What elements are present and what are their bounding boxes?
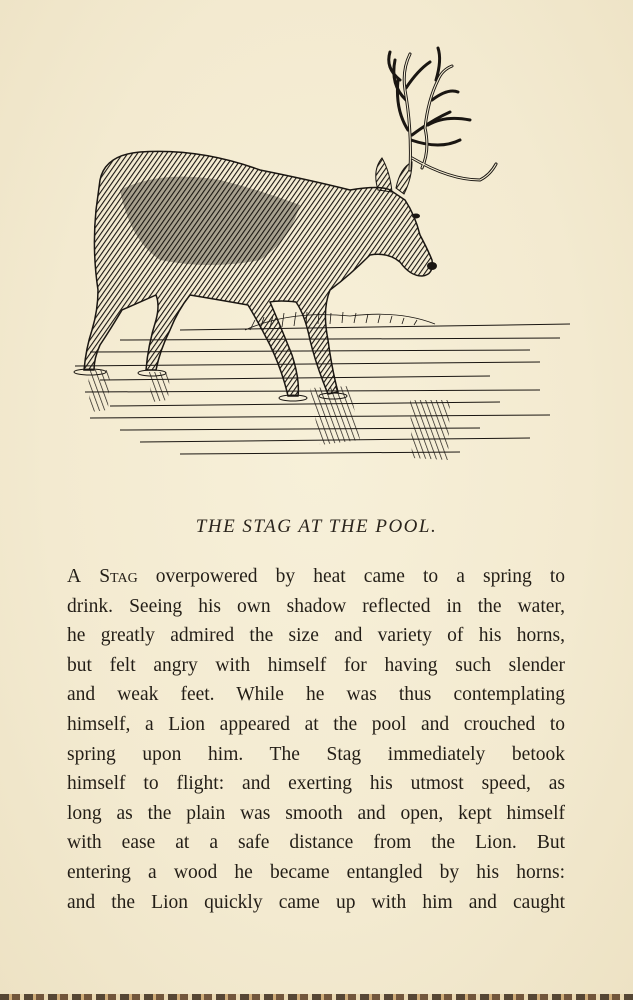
text-line [67, 562, 565, 592]
first-word-smallcaps: Stag [99, 566, 138, 587]
text-line: himself to flight: and exerting his utmost speed, as [67, 773, 565, 795]
text-line: with ease at a safe distance from the Lion. But [67, 832, 565, 854]
text-line: and the Lion quickly came up with him and caught [67, 891, 565, 913]
text-line: himself, a Lion appeared at the pool and crouched to [67, 713, 565, 735]
text-line: but felt angry with himself for having such slender [67, 654, 565, 676]
page-edge-strip [0, 994, 633, 1000]
text-line: entering a wood he became entangled by his horns: [67, 861, 565, 883]
stag-reflection [88, 370, 450, 460]
text-line: spring upon him. The Stag immediately betook [67, 743, 565, 765]
illustration-caption: THE STAG AT THE POOL. [195, 516, 438, 537]
text-line-rest: overpowered by heat came to a spring to [137, 566, 566, 587]
text-line: he greatly admired the size and variety of his horns, [67, 625, 565, 647]
water-ripples [74, 369, 347, 401]
text-line: drink. Seeing his own shadow reflected in the water, [67, 595, 565, 617]
first-word: A [67, 566, 82, 587]
stag-body [84, 151, 437, 396]
text-line: and weak feet. While he was thus contemplating [67, 684, 565, 706]
text-line: long as the plain was smooth and open, kept himself [67, 802, 565, 824]
fable-text [67, 562, 565, 917]
stag-illustration [60, 40, 580, 480]
